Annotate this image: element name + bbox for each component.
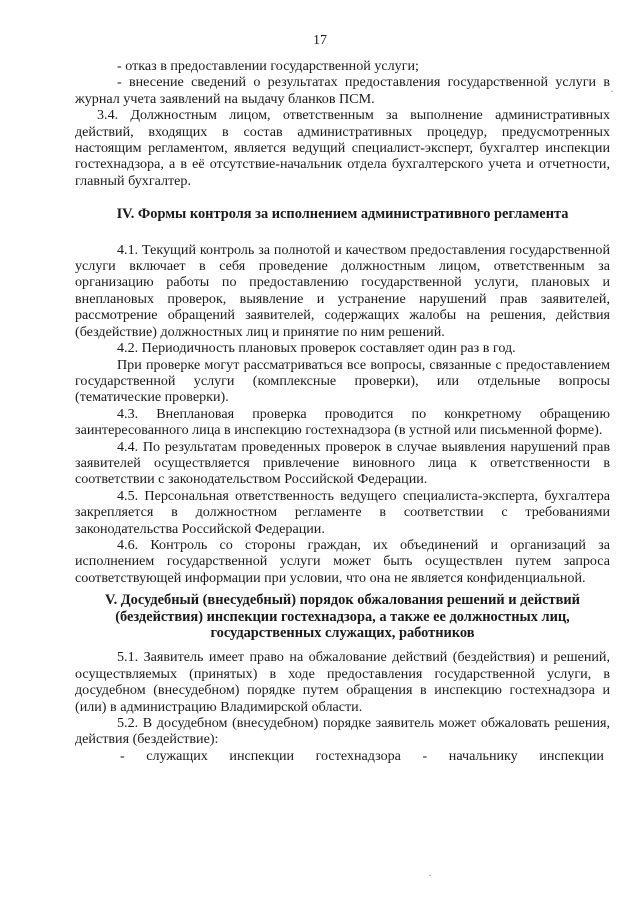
paragraph: 4.1. Текущий контроль за полнотой и качеством предоставления государственной услуги включает в себя проведение должностным лицом, ответственным за организацию работы по предоставлению государственной услуги, плановых и внеплановых проверок, выявление и устранение нарушений прав заявителей, рассмотрение обращений заявителей, содержащих жалобы на решения, действия (бездействие) должностных лиц и принятие по ним решений. (75, 241, 610, 340)
last-line (75, 748, 610, 764)
word: - (120, 747, 125, 764)
word: инспекции (539, 747, 604, 764)
section-heading: IV. Формы контроля за исполнением административного регламента (116, 206, 569, 223)
paragraph: 4.2. Периодичность плановых проверок составляет один раз в год. (117, 340, 516, 357)
paragraph: 4.4. По результатам проведенных проверок в случае выявления нарушений прав заявителей осуществляется привлечение виновного лица к ответственности в соответствии с законодательством Российской Федерации. (75, 438, 610, 488)
word: - (422, 747, 428, 764)
list-item: - отказ в предоставлении государственной услуги; (117, 58, 419, 74)
word: служащих (146, 747, 208, 764)
document-body (75, 58, 610, 764)
word: гостехнадзора (315, 747, 401, 764)
paragraph: 5.1. Заявитель имеет право на обжалование действий (бездействия) и решений, осуществляемых (принятых) в ходе предоставления государственной услуги, в досудебном (внесудебном) порядке путем обращения в инспекцию гостехнадзора и (или) в администрацию Владимирской области. (75, 649, 610, 715)
paragraph: 5.2. В досудебном (внесудебном) порядке заявитель может обжаловать решения, действия (бездействие): (75, 715, 610, 748)
scan-speck: · (428, 868, 432, 882)
paragraph: 4.3. Внеплановая проверка проводится по конкретному обращению заинтересованного лица в инспекцию гостехнадзора (в устной или письменной форме). (75, 405, 610, 439)
paragraph: 4.5. Персональная ответственность ведущего специалиста-эксперта, бухгалтера закрепляется в должностном регламенте в соответствии с требованиями законодательства Российской Федерации. (75, 487, 610, 537)
word: инспекции (229, 747, 295, 764)
page-number: 17 (313, 33, 327, 48)
paragraph: 4.6. Контроль со стороны граждан, их объединений и организаций за исполнением государственной услуги может быть осуществлен путем запроса соответствующей информации при условии, что она не является конфиденциальной. (75, 536, 610, 586)
paragraph: 3.4. Должностным лицом, ответственным за выполнение административных действий, входящих в состав административных процедур, предусмотренных настоящим регламентом, является ведущий специалист-эксперт, бухгалтер инспекции гостехнадзора, а в её отсутствие-начальник отдела бухгалтерского учета и отчетности, главный бухгалтер. (75, 107, 610, 189)
list-item: - внесение сведений о результатах предоставления государственной услуги в журнал учета заявлений на выдачу бланков ПСМ. (75, 74, 610, 107)
section-heading: V. Досудебный (внесудебный) порядок обжалования решений и действий (бездействия) инспекции гостехнадзора, а также ее должностных лиц, государственных служащих, работников (105, 592, 580, 641)
word: начальнику (448, 747, 518, 764)
scan-speck: · (610, 84, 614, 98)
paragraph: При проверке могут рассматриваться все вопросы, связанные с предоставлением государственной услуги (комплексные проверки), или отдельные вопросы (тематические проверки). (75, 356, 610, 406)
